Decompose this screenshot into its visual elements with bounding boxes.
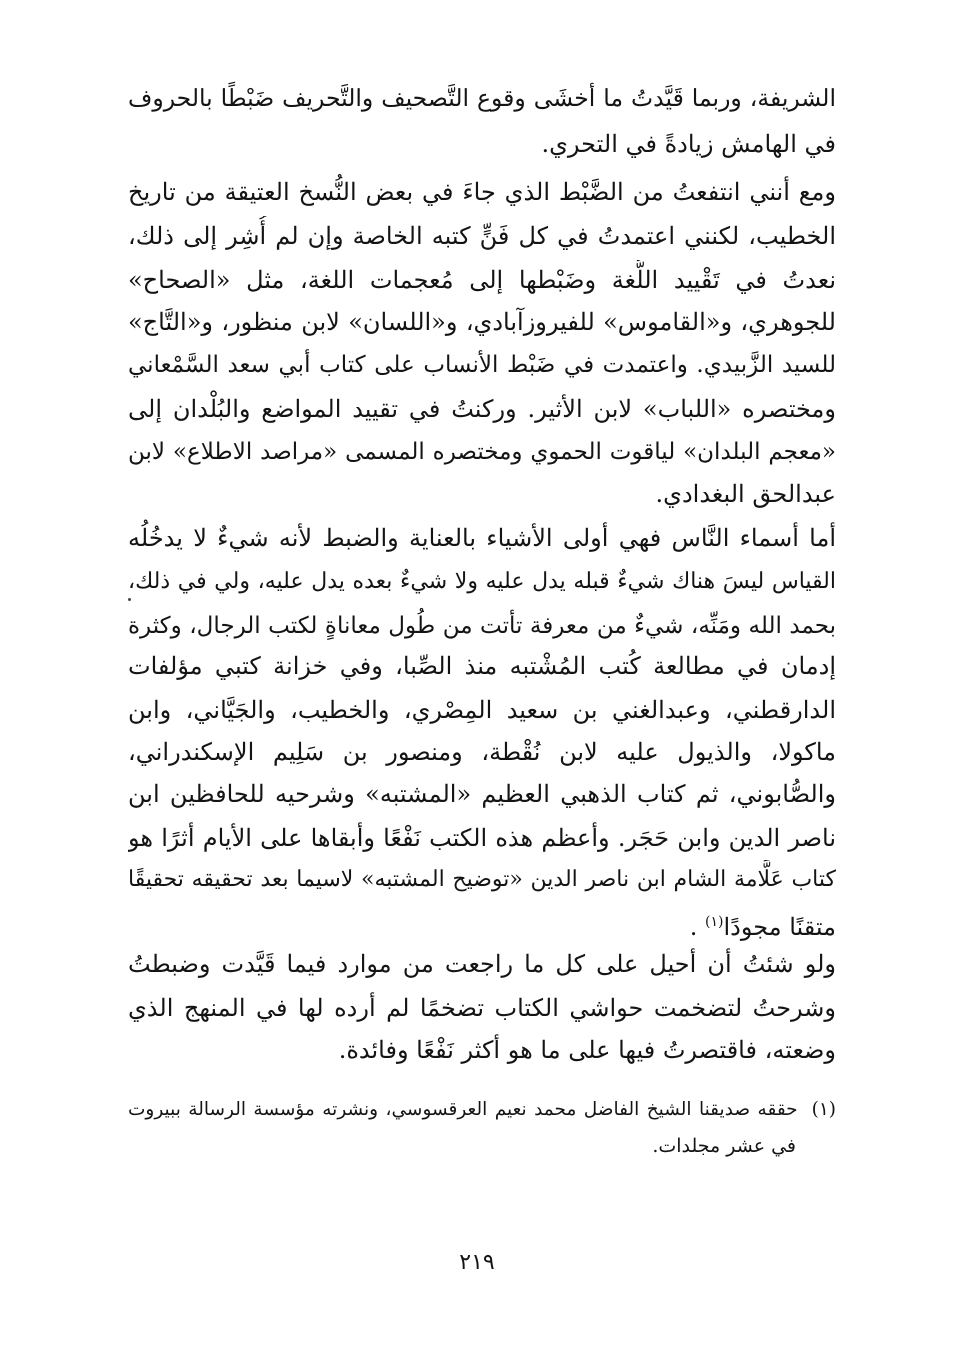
paragraph-1-line-2: في الهامش زيادةً في التحري. [541, 130, 836, 158]
paragraph-3-last-text: متقنًا مجودًا [723, 913, 836, 941]
scan-speck [128, 598, 131, 601]
paragraph-2-line-4: للجوهري، و«القاموس» للفيروزآبادي، و«اللسان» لابن منظور، و«التَّاج» [128, 308, 836, 336]
paragraph-3-line-10: متقنًا مجودًا$^{(١)}$ . [689, 913, 836, 941]
paragraph-2-line-8: عبدالحق البغدادي. [655, 480, 836, 508]
paragraph-1-line-1: الشريفة، وربما قَيَّدتُ ما أخشَى وقوع التَّصحيف والتَّحريف ضَبْطًا بالحروف [128, 84, 836, 112]
paragraph-3-line-3: بحمد الله ومَنِّه، شيءٌ من معرفة تأتت من طُول معاناةٍ لكتب الرجال، وكثرة [128, 613, 836, 639]
footnote-marker: (١) [811, 1099, 836, 1120]
footnote-line-1 [128, 1094, 836, 1126]
paragraph-2-line-7: «معجم البلدان» لياقوت الحموي ومختصره المسمى «مراصد الاطلاع» لابن [128, 439, 836, 465]
paragraph-2-line-6: ومختصره «اللباب» لابن الأثير. وركنتُ في تقييد المواضع والبُلْدان إلى [128, 395, 836, 423]
paragraph-2-line-1: ومع أنني انتفعتُ من الضَّبْط الذي جاءَ في بعض النُّسخ العتيقة من تاريخ [128, 178, 836, 206]
paragraph-2-line-2: الخطيب، لكنني اعتمدتُ في كل فَنٍّ كتبه الخاصة وإن لم أُشِر إلى ذلك، [128, 222, 836, 250]
paragraph-4-line-2: وشرحتُ لتضخمت حواشي الكتاب تضخمًا لم أرده لها في المنهج الذي [128, 994, 836, 1022]
paragraph-4-line-1: ولو شئتُ أن أحيل على كل ما راجعت من موارد فيما قَيَّدت وضبطتُ [128, 950, 836, 978]
paragraph-3-line-5: الدارقطني، وعبدالغني بن سعيد المِصْري، والخطيب، والجَيَّاني، وابن [128, 696, 836, 724]
footnote-text-1: حققه صديقنا الشيخ الفاضل محمد نعيم العرقسوسي، ونشرته مؤسسة الرسالة ببيروت [128, 1099, 798, 1120]
paragraph-3-line-4: إدمان في مطالعة كُتب المُشْتبه منذ الصِّبا، وفي خزانة كتبي مؤلفات [128, 652, 836, 680]
paragraph-2-line-3: نعدتُ في تَقْييد اللُّغة وضَبْطها إلى مُعجمات اللغة، مثل «الصحاح» [128, 266, 836, 294]
paragraph-3-line-1: أما أسماء النَّاس فهي أولى الأشياء بالعناية والضبط لأنه شيءٌ لا يدخُلُه [128, 524, 836, 552]
footnote-reference: (١) [705, 914, 724, 930]
paragraph-4-line-3: وضعته، فاقتصرتُ فيها على ما هو أكثر نَفْعًا وفائدة. [338, 1036, 836, 1064]
paragraph-3-line-9: كتاب عَلَّامة الشام ابن ناصر الدين «توضيح المشتبه» لاسيما بعد تحقيقه تحقيقًا [128, 867, 836, 892]
paragraph-3-line-2: القياس ليسَ هناك شيءٌ قبله يدل عليه ولا شيءٌ بعده يدل عليه، ولي في ذلك، [128, 569, 836, 594]
paragraph-3-line-7: والصُّابوني، ثم كتاب الذهبي العظيم «المشتبه» وشرحيه للحافظين ابن [128, 780, 836, 808]
paragraph-2-line-5: للسيد الزَّبيدي. واعتمدت في ضَبْط الأنساب على كتاب أبي سعد السَّمْعاني [128, 352, 836, 378]
footnote-line-2: في عشر مجلدات. [652, 1135, 796, 1157]
paragraph-3-line-8: ناصر الدين وابن حَجَر. وأعظم هذه الكتب نَفْعًا وأبقاها على الأيام أثرًا هو [128, 824, 836, 852]
paragraph-3-line-6: ماكولا، والذيول عليه لابن نُقْطة، ومنصور بن سَلِيم الإسكندراني، [128, 738, 836, 766]
page-number: ٢١٩ [459, 1250, 495, 1275]
